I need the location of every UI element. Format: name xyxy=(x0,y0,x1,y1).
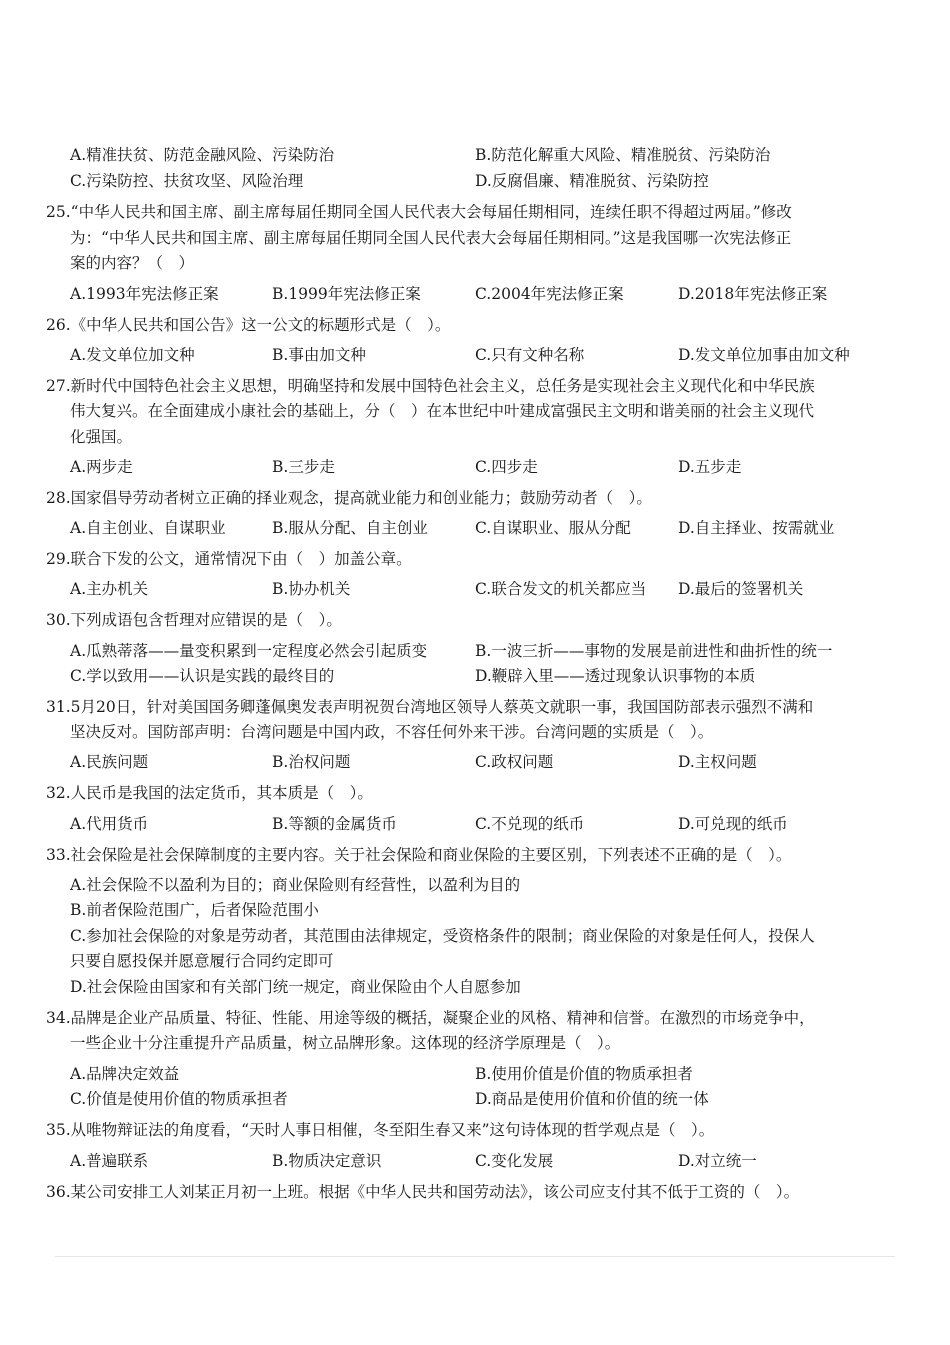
q31-option-d: D.主权问题 xyxy=(678,753,757,771)
q28-option-d: D.自主择业、按需就业 xyxy=(678,519,835,537)
q27-option-c: C.四步走 xyxy=(475,458,538,476)
q35-option-d: D.对立统一 xyxy=(678,1152,757,1170)
q34-option-c: C.价值是使用价值的物质承担者 xyxy=(70,1090,288,1108)
q33-option-a: A.社会保险不以盈利为目的；商业保险则有经营性，以盈利为目的 xyxy=(70,876,521,894)
q28-option-c: C.自谋职业、服从分配 xyxy=(475,519,631,537)
q30-stem: 30.下列成语包含哲理对应错误的是（ ）。 xyxy=(46,611,342,629)
q25-option-b: B.1999年宪法修正案 xyxy=(272,285,421,303)
q33-stem: 33.社会保险是社会保障制度的主要内容。关于社会保险和商业保险的主要区别，下列表述不正确的是（ ）。 xyxy=(46,846,792,864)
q29-option-d: D.最后的签署机关 xyxy=(678,580,804,598)
q33-option-b: B.前者保险范围广，后者保险范围小 xyxy=(70,901,319,919)
q30-option-c: C.学以致用——认识是实践的最终目的 xyxy=(70,667,335,685)
q27-stem-line2: 伟大复兴。在全面建成小康社会的基础上，分（ ）在本世纪中叶建成富强民主文明和谐美丽的社会主义现代 xyxy=(70,402,815,420)
q26-option-b: B.事由加文种 xyxy=(272,346,366,364)
q27-option-d: D.五步走 xyxy=(678,458,742,476)
q30-option-a: A.瓜熟蒂落——量变积累到一定程度必然会引起质变 xyxy=(70,642,428,660)
page-footer-divider xyxy=(55,1256,895,1257)
q34-option-b: B.使用价值是价值的物质承担者 xyxy=(475,1065,693,1083)
q25-option-d: D.2018年宪法修正案 xyxy=(678,285,828,303)
q34-stem-line1: 34.品牌是企业产品质量、特征、性能、用途等级的概括，凝聚企业的风格、精神和信誉。在激烈的市场竞争中， xyxy=(46,1009,815,1027)
q35-option-c: C.变化发展 xyxy=(475,1152,554,1170)
q33-option-c-line1: C.参加社会保险的对象是劳动者，其范围由法律规定，受资格条件的限制；商业保险的对象是任何人，投保人 xyxy=(70,927,815,945)
q30-option-b: B.一波三折——事物的发展是前进性和曲折性的统一 xyxy=(475,642,833,660)
q32-option-d: D.可兑现的纸币 xyxy=(678,815,788,833)
q27-option-a: A.两步走 xyxy=(70,458,133,476)
q32-option-a: A.代用货币 xyxy=(70,815,149,833)
q25-stem-line1: 25.“中华人民共和国主席、副主席每届任期同全国人民代表大会每届任期相同，连续任职不得超过两届。”修改 xyxy=(46,203,792,221)
q25-option-a: A.1993年宪法修正案 xyxy=(70,285,219,303)
q34-stem-line2: 一些企业十分注重提升产品质量，树立品牌形象。这体现的经济学原理是（ ）。 xyxy=(70,1034,621,1052)
q26-stem: 26.《中华人民共和国公告》这一公文的标题形式是（ ）。 xyxy=(46,316,451,334)
q31-option-c: C.政权问题 xyxy=(475,753,554,771)
q34-option-a: A.品牌决定效益 xyxy=(70,1065,180,1083)
q33-option-d: D.社会保险由国家和有关部门统一规定，商业保险由个人自愿参加 xyxy=(70,978,521,996)
q25-option-c: C.2004年宪法修正案 xyxy=(475,285,624,303)
q29-stem: 29.联合下发的公文，通常情况下由（ ）加盖公章。 xyxy=(46,550,412,568)
q26-option-c: C.只有文种名称 xyxy=(475,346,585,364)
q35-option-a: A.普遍联系 xyxy=(70,1152,149,1170)
q36-stem: 36.某公司安排工人刘某正月初一上班。根据《中华人民共和国劳动法》，该公司应支付其不低于工资的（ ）。 xyxy=(46,1183,800,1201)
q28-option-b: B.服从分配、自主创业 xyxy=(272,519,428,537)
q35-stem: 35.从唯物辩证法的角度看，“天时人事日相催，冬至阳生春又来”这句诗体现的哲学观点是（ ）。 xyxy=(46,1121,715,1139)
q27-stem-line3: 化强国。 xyxy=(70,428,133,446)
q26-option-d: D.发文单位加事由加文种 xyxy=(678,346,850,364)
q35-option-b: B.物质决定意识 xyxy=(272,1152,382,1170)
q29-option-b: B.协办机关 xyxy=(272,580,351,598)
q28-stem: 28.国家倡导劳动者树立正确的择业观念，提高就业能力和创业能力；鼓励劳动者（ ）。 xyxy=(46,489,652,507)
q31-option-a: A.民族问题 xyxy=(70,753,149,771)
q32-stem: 32.人民币是我国的法定货币，其本质是（ ）。 xyxy=(46,784,373,802)
q30-option-d: D.鞭辟入里——透过现象认识事物的本质 xyxy=(475,667,756,685)
q25-stem-line2: 为：“中华人民共和国主席、副主席每届任期同全国人民代表大会每届任期相同。”这是我国哪一次宪法修正 xyxy=(70,229,792,247)
q24-option-c: C.污染防控、扶贫攻坚、风险治理 xyxy=(70,172,304,190)
q32-option-b: B.等额的金属货币 xyxy=(272,815,397,833)
q29-option-a: A.主办机关 xyxy=(70,580,149,598)
q27-stem-line1: 27.新时代中国特色社会主义思想，明确坚持和发展中国特色社会主义，总任务是实现社会主义现代化和中华民族 xyxy=(46,377,815,395)
q31-stem-line2: 坚决反对。国防部声明：台湾问题是中国内政，不容任何外来干涉。台湾问题的实质是（ ）。 xyxy=(70,723,714,741)
q31-option-b: B.治权问题 xyxy=(272,753,351,771)
q24-option-b: B.防范化解重大风险、精准脱贫、污染防治 xyxy=(475,146,771,164)
q26-option-a: A.发文单位加文种 xyxy=(70,346,195,364)
q28-option-a: A.自主创业、自谋职业 xyxy=(70,519,226,537)
q24-option-a: A.精准扶贫、防范金融风险、污染防治 xyxy=(70,146,335,164)
q34-option-d: D.商品是使用价值和价值的统一体 xyxy=(475,1090,709,1108)
q27-option-b: B.三步走 xyxy=(272,458,335,476)
q25-stem-line3: 案的内容？（ ） xyxy=(70,254,195,272)
q32-option-c: C.不兑现的纸币 xyxy=(475,815,585,833)
q31-stem-line1: 31.5月20日，针对美国国务卿蓬佩奥发表声明祝贺台湾地区领导人蔡英文就职一事，我国国防部表示强烈不满和 xyxy=(46,698,814,716)
q29-option-c: C.联合发文的机关都应当 xyxy=(475,580,647,598)
q33-option-c-line2: 只要自愿投保并愿意履行合同约定即可 xyxy=(70,952,334,970)
q24-option-d: D.反腐倡廉、精准脱贫、污染防控 xyxy=(475,172,709,190)
